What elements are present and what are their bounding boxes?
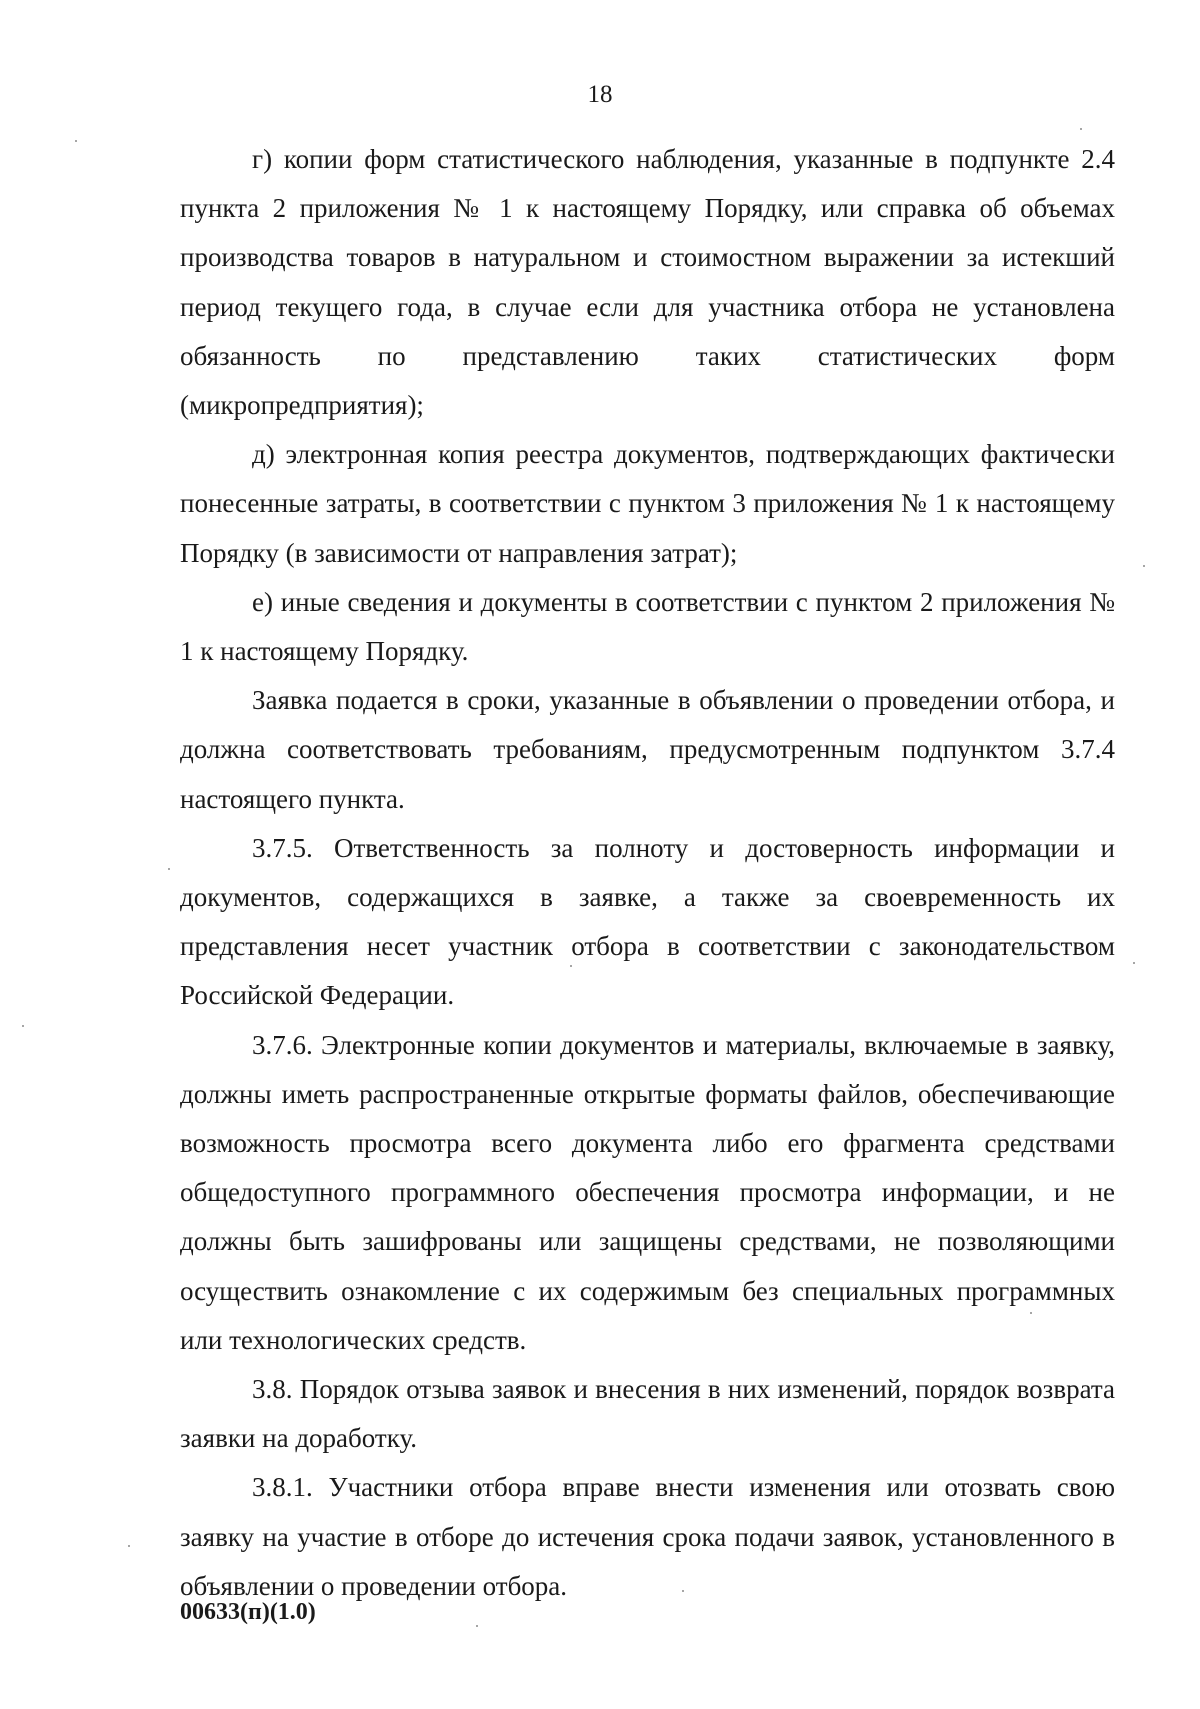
paragraph-clause-3-7-5: 3.7.5. Ответственность за полноту и достоверность информации и документов, содержащихся в заявке, а также за своевременность их представления несет участник отбора в соответствии с законодательством Российской Федерации. [180, 832, 1115, 1011]
paragraph-item-d: д) электронная копия реестра документов, подтверждающих фактически понесенные затраты, в соответствии с пунктом 3 приложения № 1 к настоящему Порядку (в зависимости от направления затрат); [180, 439, 1115, 568]
paragraph-application-deadline: Заявка подается в сроки, указанные в объявлении о проведении отбора, и должна соответствовать требованиям, предусмотренным подпунктом 3.7.4 настоящего пункта. [180, 685, 1115, 814]
scan-speck [75, 140, 77, 142]
scan-speck [168, 868, 170, 870]
scan-speck [476, 1625, 478, 1627]
document-body [180, 135, 1115, 1611]
scan-speck [1133, 962, 1135, 964]
page-number: 18 [587, 81, 613, 108]
paragraph-clause-3-8: 3.8. Порядок отзыва заявок и внесения в них изменений, порядок возврата заявки на доработку. [180, 1374, 1115, 1454]
document-code: 00633(п)(1.0) [180, 1599, 316, 1625]
paragraph-item-e: е) иные сведения и документы в соответствии с пунктом 2 приложения № 1 к настоящему Порядку. [180, 586, 1115, 667]
scan-speck [1080, 128, 1082, 130]
paragraph-clause-3-8-1: 3.8.1. Участники отбора вправе внести изменения или отозвать свою заявку на участие в отборе до истечения срока подачи заявок, установленного в объявлении о проведении отбора. [180, 1472, 1115, 1601]
scan-speck [1030, 1312, 1032, 1314]
scan-speck [570, 965, 572, 967]
scan-speck [682, 1590, 684, 1592]
paragraph-clause-3-7-6: 3.7.6. Электронные копии документов и материалы, включаемые в заявку, должны иметь распространенные открытые форматы файлов, обеспечивающие возможность просмотра всего документа либо его фрагмента средствами общедоступного программного обеспечения просмотра информации, и не должны быть зашифрованы или защищены средствами, не позволяющими осуществить ознакомление с их содержимым без специальных программных или технологических средств. [180, 1029, 1115, 1355]
scan-speck [128, 1545, 130, 1547]
scan-speck [1143, 565, 1145, 567]
paragraph-item-g: г) копии форм статистического наблюдения, указанные в подпункте 2.4 пункта 2 приложения № 1 к настоящему Порядку, или справка об объемах производства товаров в натуральном и стоимостном выражении за истекший период текущего года, в случае если для участника отбора не установлена обязанность по представлению таких статистических форм (микропредприятия); [180, 144, 1115, 421]
scan-speck [22, 1025, 24, 1027]
